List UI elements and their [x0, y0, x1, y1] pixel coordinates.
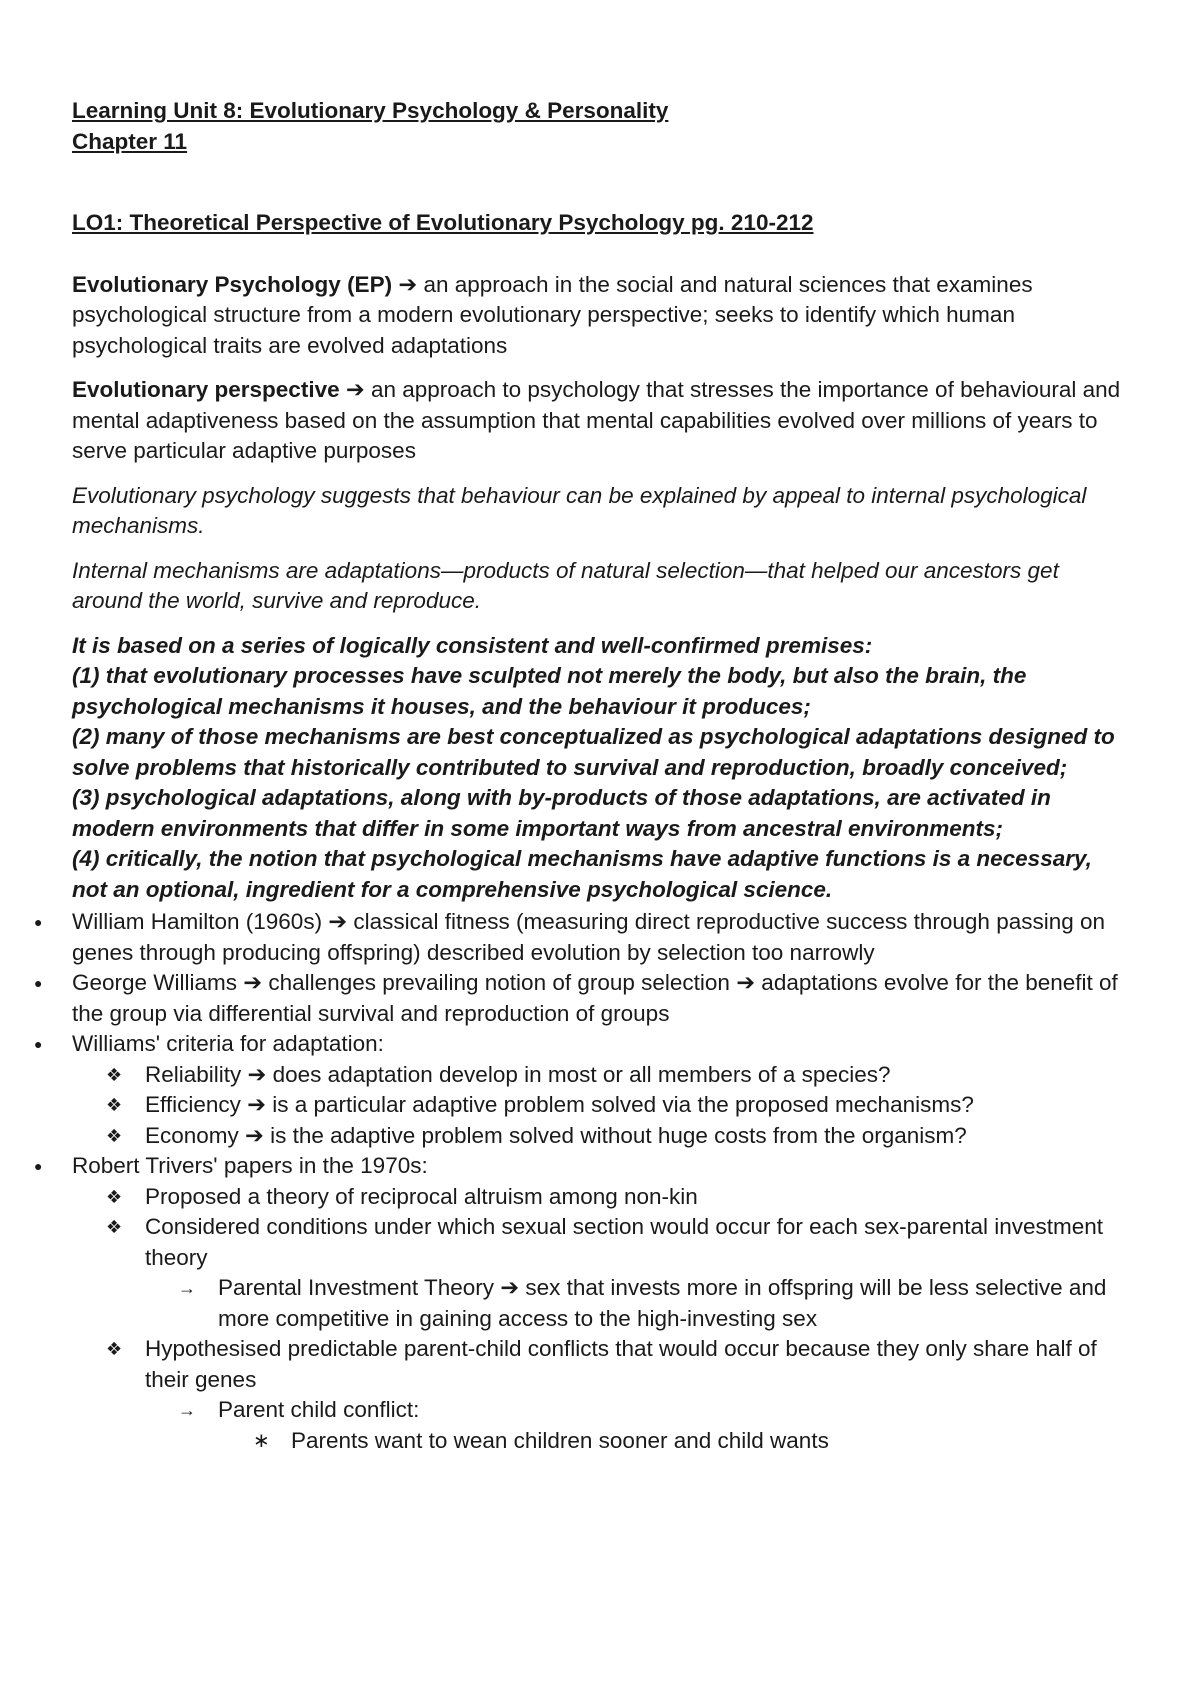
definition-evolutionary-perspective	[72, 375, 1132, 467]
list-item: ● William Hamilton (1960s) ➔ classical fitness (measuring direct reproductive success through passing on genes through producing offspring) described evolution by selection too narrowly	[34, 909, 1106, 965]
definition-term: Evolutionary Psychology (EP)	[72, 271, 393, 297]
definition-ep	[72, 270, 1132, 362]
premise-item: (4) critically, the notion that psychological mechanisms have adaptive functions is a necessary, not an optional, ingredient for a comprehensive psychological science.	[72, 846, 1092, 902]
premise-item: (3) psychological adaptations, along with by-products of those adaptations, are activated in modern environments that differ in some important ways from ancestral environments;	[72, 785, 1051, 841]
right-arrow-icon: ➔	[345, 377, 365, 402]
diamond-bullet-icon: ❖	[106, 1217, 123, 1237]
diamond-bullet-icon: ❖	[106, 1186, 123, 1207]
bullet-list	[0, 907, 1132, 1456]
diamond-bullet-icon: ❖	[106, 1064, 123, 1085]
lo1-heading: LO1: Theoretical Perspective of Evolutionary Psychology pg. 210-212	[72, 210, 814, 235]
premise-item: (1) that evolutionary processes have sculpted not merely the body, but also the brain, the psychological mechanisms it houses, and the behaviour it produces;	[72, 663, 1027, 719]
right-arrow-icon: ➔	[398, 271, 418, 297]
list-item: → Parent child conflict:	[0, 1395, 1132, 1426]
arrow-bullet-icon: →	[178, 1400, 196, 1420]
bullet-icon: ●	[34, 975, 43, 991]
list-item: ❖ Hypothesised predictable parent-child conflicts that would occur because they only share half of their genes	[106, 1336, 1097, 1392]
list-item: ❖ Economy ➔ is the adaptive problem solved without huge costs from the organism?	[0, 1121, 1132, 1152]
star-bullet-icon: ∗	[253, 1429, 270, 1452]
diamond-bullet-icon: ❖	[106, 1125, 123, 1146]
bullet-icon: ●	[34, 1158, 43, 1174]
list-item: ❖ Reliability ➔ does adaptation develop in most or all members of a species?	[0, 1060, 1132, 1091]
list-item: → Parental Investment Theory ➔ sex that invests more in offspring will be less selective and more competitive in gaining access to the high-investing sex	[178, 1275, 1107, 1331]
bullet-icon: ●	[34, 914, 43, 930]
premise-item: (2) many of those mechanisms are best conceptualized as psychological adaptations designed to solve problems that historically contributed to survival and reproduction, broadly conceived;	[72, 724, 1115, 780]
bullet-icon: ●	[34, 1036, 43, 1052]
list-item: ● Robert Trivers' papers in the 1970s:	[0, 1151, 1132, 1182]
italic-paragraph: Internal mechanisms are adaptations—products of natural selection—that helped our ancestors get around the world, survive and reproduce.	[72, 557, 1059, 613]
unit-title: Learning Unit 8: Evolutionary Psychology & Personality	[72, 98, 669, 123]
chapter-title: Chapter 11	[72, 128, 188, 154]
arrow-bullet-icon: →	[178, 1278, 196, 1298]
document-content	[34, 96, 1132, 1456]
premises-block	[72, 631, 1132, 906]
list-item: ∗ Parents want to wean children sooner and child wants	[0, 1426, 1132, 1457]
list-item: ● George Williams ➔ challenges prevailing notion of group selection ➔ adaptations evolve for the benefit of the group via differential survival and reproduction of groups	[34, 970, 1118, 1026]
definition-term: Evolutionary perspective	[72, 377, 340, 402]
diamond-bullet-icon: ❖	[106, 1095, 123, 1115]
diamond-bullet-icon: ❖	[106, 1339, 123, 1359]
list-item: ● Williams' criteria for adaptation:	[0, 1029, 1132, 1060]
list-item: ❖ Efficiency ➔ is a particular adaptive problem solved via the proposed mechanisms?	[0, 1090, 1132, 1121]
definition-text: an approach in the social and natural sciences that examines psychological structure from a modern evolutionary perspective; seeks to identify which human psychological traits are evolved adaptations	[72, 271, 1033, 358]
premises-intro: It is based on a series of logically consistent and well-confirmed premises:	[72, 632, 873, 658]
list-item: ❖ Considered conditions under which sexual section would occur for each sex-parental investment theory	[106, 1214, 1104, 1270]
italic-paragraph: Evolutionary psychology suggests that behaviour can be explained by appeal to internal psychological mechanisms.	[72, 482, 1087, 538]
list-item: ❖ Proposed a theory of reciprocal altruism among non-kin	[0, 1182, 1132, 1213]
definition-text: an approach to psychology that stresses the importance of behavioural and mental adaptiveness based on the assumption that mental capabilities evolved over millions of years to serve particular adaptive purposes	[72, 377, 1121, 463]
